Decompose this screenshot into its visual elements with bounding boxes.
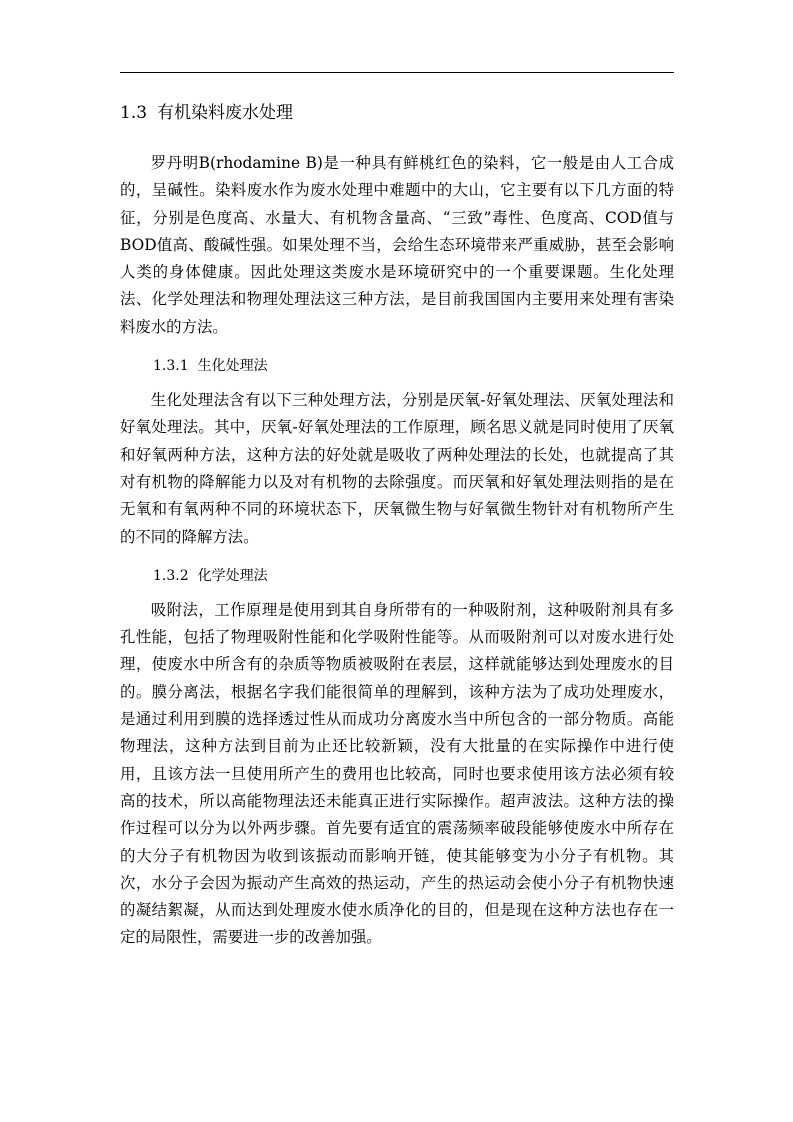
biochemical-paragraph: 生化处理法含有以下三种处理方法，分别是厌氧-好氧处理法、厌氧处理法和好氧处理法。其中，厌氧-好氧处理法的工作原理，顾名思义就是同时使用了厌氧和好氧两种方法，这种方法的好处就是吸收了两种处理法的长处，也就提高了其对有机物的降解能力以及对有机物的去除强度。而厌氧和好氧处理法则指的是在无氧和有氧两种不同的环境状态下，厌氧微生物与好氧微生物针对有机物所产生的不同的降解方法。 <box>120 391 674 546</box>
page-content <box>120 100 674 952</box>
chemical-paragraph: 吸附法，工作原理是使用到其自身所带有的一种吸附剂，这种吸附剂具有多孔性能，包括了物理吸附性能和化学吸附性能等。从而吸附剂可以对废水进行处理，使废水中所含有的杂质等物质被吸附在表层，这样就能够达到处理废水的目的。膜分离法，根据名字我们能很简单的理解到，该种方法为了成功处理废水，是通过利用到膜的选择透过性从而成功分离废水当中所包含的一部分物质。高能物理法，这种方法到目前为止还比较新颖，没有大批量的在实际操作中进行使用，且该方法一旦使用所产生的费用也比较高，同时也要求使用该方法必须有较高的技术，所以高能物理法还未能真正进行实际操作。超声波法。这种方法的操作过程可以分为以外两步骤。首先要有适宜的震荡频率破段能够使废水中所存在的大分子有机物因为收到该振动而影响开链，使其能够变为小分子有机物。其次，水分子会因为振动产生高效的热运动，产生的热运动会使小分子有机物快速的凝结絮凝，从而达到处理废水使水质净化的目的，但是现在这种方法也存在一定的局限性，需要进一步的改善加强。 <box>120 600 674 947</box>
subsection-number: 1.3.1 <box>153 358 189 375</box>
section-title: 有机染料废水处理 <box>157 103 294 123</box>
header-rule <box>120 72 674 73</box>
intro-paragraph: 罗丹明B(rhodamine B)是一种具有鲜桃红色的染料，它一般是由人工合成的，呈碱性。染料废水作为废水处理中难题中的大山，它主要有以下几方面的特征，分别是色度高、水量大、有机物含量高、“三致”毒性、色度高、COD值与BOD值高、酸碱性强。如果处理不当，会给生态环境带来严重威胁，甚至会影响人类的身体健康。因此处理这类废水是环境研究中的一个重要课题。生化处理法、化学处理法和物理处理法这三种方法，是目前我国国内主要用来处理有害染料废水的方法。 <box>120 154 674 336</box>
section-number: 1.3 <box>120 103 148 123</box>
subsection-heading-chemical <box>120 565 674 587</box>
subsection-title: 化学处理法 <box>197 567 268 584</box>
subsection-heading-biochemical <box>120 355 674 377</box>
subsection-title: 生化处理法 <box>197 358 268 375</box>
subsection-number: 1.3.2 <box>153 567 189 584</box>
section-heading <box>120 100 674 126</box>
